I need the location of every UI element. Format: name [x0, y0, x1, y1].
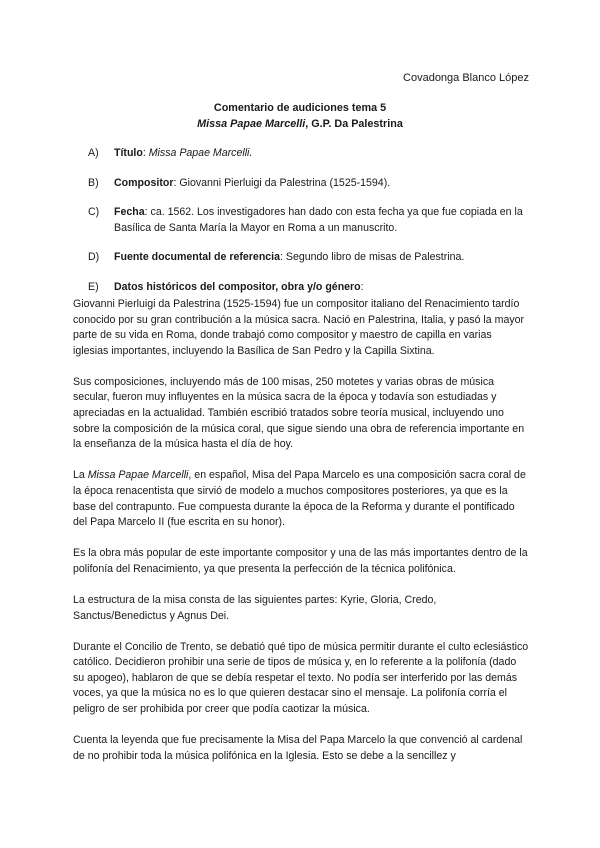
list-separator: : — [173, 176, 180, 189]
list-separator: : — [280, 251, 286, 264]
paragraph-compositions: Sus composiciones, incluyendo más de 100 misas, 250 motetes y varias obras de música secular, fueron muy influyentes en la música sacra de la época y todavía son estudiadas y apreciadas en la actualidad. También escribió tratados sobre teoría musical, incluyendo uno sobre la composición de la música coral, que sigue siendo una obra de referencia importante en la enseñanza de la música hasta el día de hoy. — [73, 375, 525, 451]
list-letter: D) — [88, 251, 100, 264]
paragraph-missa — [73, 468, 529, 530]
composer-short: , G.P. Da Palestrina — [305, 117, 403, 130]
paragraph-popularity: Es la obra más popular de este importante compositor y una de las más importantes dentro de la polifonía del Renacimiento, ya que presenta la perfección de la técnica polifónica. — [73, 547, 528, 575]
info-list — [88, 146, 528, 310]
list-letter: A) — [88, 147, 99, 159]
list-label: Compositor — [114, 176, 174, 189]
list-letter: C) — [88, 206, 100, 219]
document-body — [73, 297, 529, 780]
paragraph-text: La — [73, 469, 88, 482]
title-line-1: Comentario de audiciones tema 5 — [213, 102, 387, 114]
list-letter: B) — [88, 176, 99, 189]
list-separator: : — [360, 280, 364, 293]
list-value: ca. 1562. Los investigadores han dado con esta fecha ya que fue copiada en la Basílica de Santa María la Mayor en Roma a un manuscrito. — [114, 206, 523, 234]
document-title — [0, 101, 600, 132]
list-item — [88, 146, 528, 162]
paragraph-legend: Cuenta la leyenda que fue precisamente la Misa del Papa Marcelo la que convenció al cardenal de no prohibir toda la música polifónica en la Iglesia. Esto se debe a la sencillez y — [73, 734, 523, 762]
list-item — [88, 176, 528, 192]
list-separator: : — [142, 147, 149, 159]
list-separator: : — [144, 206, 151, 219]
list-label: Título — [114, 147, 143, 159]
list-label: Fuente documental de referencia — [114, 251, 281, 264]
title-line-2 — [0, 117, 600, 133]
list-item — [88, 250, 528, 266]
list-value: Segundo libro de misas de Palestrina. — [285, 251, 465, 264]
list-item — [88, 280, 528, 296]
list-label: Fecha — [114, 206, 145, 219]
work-title: Missa Papae Marcelli — [197, 117, 306, 130]
list-item — [88, 205, 528, 236]
author-name: Covadonga Blanco López — [403, 72, 529, 84]
list-letter: E) — [88, 280, 99, 293]
paragraph-biography: Giovanni Pierluigi da Palestrina (1525-1594) fue un compositor italiano del Renacimiento tardío conocido por su gran contribución a la música sacra. Nació en Palestrina, Italia, y pasó la mayor parte de su vida en Roma, donde trabajó como compositor y maestro de capilla en varias iglesias importantes, incluyendo la Basílica de San Pedro y la Capilla Sixtina. — [73, 298, 525, 357]
paragraph-trento: Durante el Concilio de Trento, se debatió qué tipo de música permitir durante el culto eclesiástico católico. Decidieron prohibir una serie de tipos de música y, en lo referente a la polifonía (dado su apogeo), hablaron de que se debía respetar el texto. No podía ser interferido por las demás voces, ya que la música no es lo que quieren destacar sino el mensaje. La polifonía corría el peligro de ser prohibida por creer que podía caotizar la música. — [73, 640, 529, 715]
list-label: Datos históricos del compositor, obra y/o género — [114, 280, 361, 293]
work-title-inline: Missa Papae Marcelli — [87, 469, 189, 482]
paragraph-text: , en español, Misa del Papa Marcelo es una composición sacra coral de la época renacentista que sirvió de modelo a muchos compositores posteriores, ya que es la base del contrapunto. Fue compuesta durante la época de la Reforma y durante el pontificado del Papa Marcelo II (fue escrita en su honor). — [73, 469, 526, 529]
list-value: Giovanni Pierluigi da Palestrina (1525-1594). — [179, 176, 391, 189]
paragraph-structure: La estructura de la misa consta de las siguientes partes: Kyrie, Gloria, Credo, Sanctus/Benedictus y Agnus Dei. — [73, 593, 437, 622]
list-italic-value: Missa Papae Marcelli. — [148, 147, 253, 159]
